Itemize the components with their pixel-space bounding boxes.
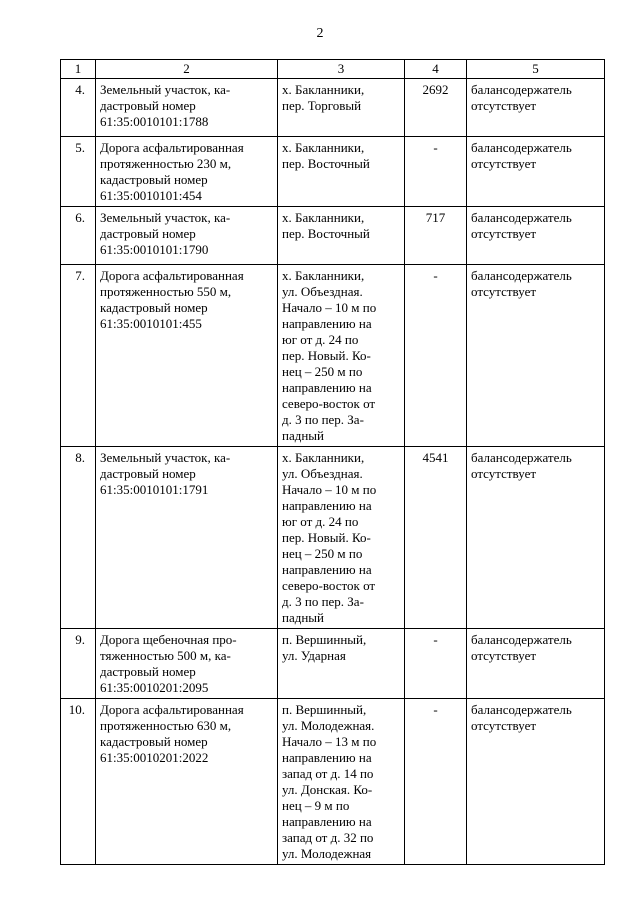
area-cell: - bbox=[405, 265, 467, 447]
object-name-cell-line: протяженностью 630 м, bbox=[100, 718, 232, 733]
address-cell-line: д. 3 по пер. За- bbox=[282, 594, 364, 609]
object-name-cell bbox=[96, 699, 278, 865]
object-name-cell-line: кадастровый номер bbox=[100, 172, 208, 187]
address-cell-line: х. Бакланники, bbox=[282, 140, 365, 155]
holder-cell-line: отсутствует bbox=[471, 156, 537, 171]
address-cell-line: д. 3 по пер. За- bbox=[282, 412, 364, 427]
object-name-cell-line: 61:35:0010101:1790 bbox=[100, 242, 209, 257]
row-number-cell: 9. bbox=[61, 629, 96, 699]
address-cell bbox=[278, 207, 405, 265]
object-name-cell bbox=[96, 79, 278, 137]
address-cell bbox=[278, 629, 405, 699]
address-cell bbox=[278, 447, 405, 629]
object-name-cell-line: Земельный участок, ка- bbox=[100, 82, 231, 97]
address-cell-line: направлению на bbox=[282, 814, 372, 829]
address-cell bbox=[278, 699, 405, 865]
object-name-cell bbox=[96, 629, 278, 699]
object-name-cell-line: 61:35:0010101:455 bbox=[100, 316, 202, 331]
address-cell-line: Начало – 10 м по bbox=[282, 300, 377, 315]
holder-cell-line: отсутствует bbox=[471, 226, 537, 241]
address-cell-line: нец – 250 м по bbox=[282, 364, 363, 379]
address-cell-line: северо-восток от bbox=[282, 396, 376, 411]
table-row bbox=[61, 265, 605, 447]
object-name-cell-line: дастровый номер bbox=[100, 466, 196, 481]
object-name-cell-line: 61:35:0010101:454 bbox=[100, 188, 202, 203]
object-name-cell-line: тяженностью 500 м, ка- bbox=[100, 648, 231, 663]
holder-cell bbox=[467, 207, 605, 265]
address-cell-line: пер. Новый. Ко- bbox=[282, 348, 371, 363]
holder-cell-line: балансодержатель bbox=[471, 210, 572, 225]
address-cell-line: пер. Торговый bbox=[282, 98, 362, 113]
address-cell-line: ул. Молодежная bbox=[282, 846, 372, 861]
object-name-cell-line: Дорога асфальтированная bbox=[100, 702, 244, 717]
object-name-cell-line: кадастровый номер bbox=[100, 300, 208, 315]
object-name-cell-line: дастровый номер bbox=[100, 98, 196, 113]
holder-cell-line: балансодержатель bbox=[471, 140, 572, 155]
row-number-cell: 4. bbox=[61, 79, 96, 137]
object-name-cell-line: 61:35:0010101:1788 bbox=[100, 114, 209, 129]
object-name-cell-line: 61:35:0010101:1791 bbox=[100, 482, 209, 497]
address-cell-line: падный bbox=[282, 428, 324, 443]
object-name-cell-line: Земельный участок, ка- bbox=[100, 210, 231, 225]
holder-cell bbox=[467, 699, 605, 865]
holder-cell-line: отсутствует bbox=[471, 648, 537, 663]
address-cell-line: х. Бакланники, bbox=[282, 450, 365, 465]
address-cell-line: х. Бакланники, bbox=[282, 268, 365, 283]
address-cell-line: направлению на bbox=[282, 380, 372, 395]
address-cell bbox=[278, 265, 405, 447]
table-row bbox=[61, 207, 605, 265]
object-name-cell-line: 61:35:0010201:2022 bbox=[100, 750, 209, 765]
address-cell-line: юг от д. 24 по bbox=[282, 514, 359, 529]
address-cell-line: нец – 9 м по bbox=[282, 798, 350, 813]
object-name-cell-line: Дорога щебеночная про- bbox=[100, 632, 237, 647]
address-cell-line: запад от д. 32 по bbox=[282, 830, 374, 845]
address-cell-line: направлению на bbox=[282, 750, 372, 765]
property-table bbox=[60, 59, 605, 865]
address-cell bbox=[278, 79, 405, 137]
object-name-cell-line: Земельный участок, ка- bbox=[100, 450, 231, 465]
holder-cell-line: балансодержатель bbox=[471, 632, 572, 647]
holder-cell-line: балансодержатель bbox=[471, 268, 572, 283]
address-cell-line: направлению на bbox=[282, 562, 372, 577]
object-name-cell bbox=[96, 207, 278, 265]
column-header: 5 bbox=[467, 60, 605, 79]
object-name-cell-line: дастровый номер bbox=[100, 226, 196, 241]
address-cell-line: пер. Новый. Ко- bbox=[282, 530, 371, 545]
address-cell-line: ул. Объездная. bbox=[282, 466, 363, 481]
column-header: 4 bbox=[405, 60, 467, 79]
address-cell-line: пер. Восточный bbox=[282, 156, 370, 171]
table-row bbox=[61, 699, 605, 865]
holder-cell-line: балансодержатель bbox=[471, 82, 572, 97]
area-cell: 717 bbox=[405, 207, 467, 265]
area-cell: 2692 bbox=[405, 79, 467, 137]
holder-cell bbox=[467, 265, 605, 447]
row-number-cell: 5. bbox=[61, 137, 96, 207]
table-row bbox=[61, 137, 605, 207]
holder-cell-line: балансодержатель bbox=[471, 450, 572, 465]
address-cell-line: падный bbox=[282, 610, 324, 625]
address-cell-line: направлению на bbox=[282, 498, 372, 513]
area-cell: 4541 bbox=[405, 447, 467, 629]
address-cell-line: пер. Восточный bbox=[282, 226, 370, 241]
holder-cell bbox=[467, 629, 605, 699]
object-name-cell bbox=[96, 137, 278, 207]
address-cell-line: п. Вершинный, bbox=[282, 702, 367, 717]
area-cell: - bbox=[405, 699, 467, 865]
object-name-cell-line: протяженностью 550 м, bbox=[100, 284, 232, 299]
holder-cell-line: балансодержатель bbox=[471, 702, 572, 717]
row-number-cell: 7. bbox=[61, 265, 96, 447]
column-header: 2 bbox=[96, 60, 278, 79]
object-name-cell-line: дастровый номер bbox=[100, 664, 196, 679]
row-number-cell: 8. bbox=[61, 447, 96, 629]
address-cell-line: х. Бакланники, bbox=[282, 82, 365, 97]
column-header: 3 bbox=[278, 60, 405, 79]
holder-cell-line: отсутствует bbox=[471, 718, 537, 733]
holder-cell-line: отсутствует bbox=[471, 466, 537, 481]
address-cell-line: х. Бакланники, bbox=[282, 210, 365, 225]
table-row bbox=[61, 629, 605, 699]
holder-cell-line: отсутствует bbox=[471, 98, 537, 113]
column-header: 1 bbox=[61, 60, 96, 79]
object-name-cell-line: протяженностью 230 м, bbox=[100, 156, 232, 171]
table-row bbox=[61, 447, 605, 629]
address-cell-line: северо-восток от bbox=[282, 578, 376, 593]
address-cell-line: ул. Донская. Ко- bbox=[282, 782, 373, 797]
object-name-cell bbox=[96, 265, 278, 447]
row-number-cell: 10. bbox=[61, 699, 96, 865]
address-cell-line: нец – 250 м по bbox=[282, 546, 363, 561]
address-cell-line: ул. Ударная bbox=[282, 648, 346, 663]
holder-cell bbox=[467, 79, 605, 137]
page-number: 2 bbox=[316, 26, 324, 41]
table-row bbox=[61, 79, 605, 137]
holder-cell bbox=[467, 447, 605, 629]
address-cell-line: запад от д. 14 по bbox=[282, 766, 374, 781]
object-name-cell bbox=[96, 447, 278, 629]
address-cell bbox=[278, 137, 405, 207]
address-cell-line: юг от д. 24 по bbox=[282, 332, 359, 347]
area-cell: - bbox=[405, 137, 467, 207]
area-cell: - bbox=[405, 629, 467, 699]
address-cell-line: ул. Объездная. bbox=[282, 284, 363, 299]
address-cell-line: Начало – 10 м по bbox=[282, 482, 377, 497]
object-name-cell-line: 61:35:0010201:2095 bbox=[100, 680, 209, 695]
holder-cell-line: отсутствует bbox=[471, 284, 537, 299]
address-cell-line: ул. Молодежная. bbox=[282, 718, 375, 733]
object-name-cell-line: Дорога асфальтированная bbox=[100, 140, 244, 155]
row-number-cell: 6. bbox=[61, 207, 96, 265]
object-name-cell-line: Дорога асфальтированная bbox=[100, 268, 244, 283]
holder-cell bbox=[467, 137, 605, 207]
table-header-row bbox=[61, 60, 605, 79]
address-cell-line: направлению на bbox=[282, 316, 372, 331]
address-cell-line: п. Вершинный, bbox=[282, 632, 367, 647]
address-cell-line: Начало – 13 м по bbox=[282, 734, 377, 749]
object-name-cell-line: кадастровый номер bbox=[100, 734, 208, 749]
